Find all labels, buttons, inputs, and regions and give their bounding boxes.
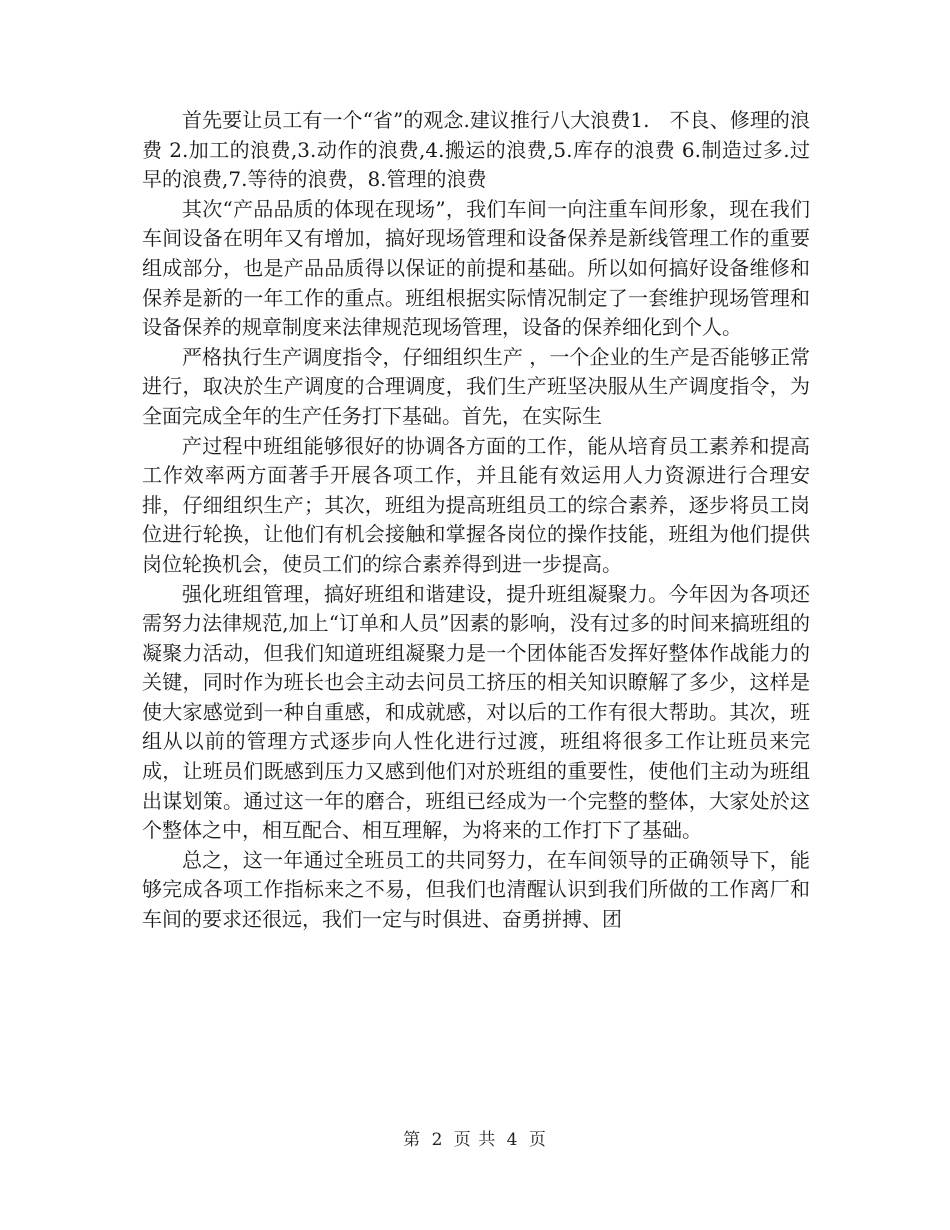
footer-prefix: 第 (403, 1130, 422, 1150)
paragraph-production-scheduling: 严格执行生产调度指令，仔细组织生产 ，一个企业的生产是否能够正常进行，取决於生产调度的合理调度，我们生产班坚决服从生产调度指令，为全面完成全年的生产任务打下基础。首先，在实际生 (142, 344, 810, 428)
footer-middle: 页 共 (453, 1130, 497, 1150)
footer-total-pages: 4 (506, 1130, 519, 1150)
page-footer (0, 1125, 950, 1150)
paragraph-site-management: 其次“产品品质的体现在现场”，我们车间一向注重车间形象，现在我们车间设备在明年又有增加，搞好现场管理和设备保养是新线管理工作的重要组成部分，也是产品品质得以保证的前提和基础。所以如何搞好设备维修和保养是新的一年工作的重点。班组根据实际情况制定了一套维护现场管理和设备保养的规章制度来法律规范现场管理，设备的保养细化到个人。 (142, 196, 810, 340)
document-body (142, 106, 810, 935)
paragraph-team-cohesion: 强化班组管理，搞好班组和谐建设，提升班组凝聚力。今年因为各项还需努力法律规范,加上“订单和人员”因素的影响，没有过多的时间来搞班组的凝聚力活动，但我们知道班组凝聚力是一个团体能否发挥好整体作战能力的关键，同时作为班长也会主动去问员工挤压的相关知识瞭解了多少，这样是使大家感觉到一种自重感，和成就感，对以后的工作有很大帮助。其次，班组从以前的管理方式逐步向人性化进行过渡，班组将很多工作让班员来完成，让班员们既感到压力又感到他们对於班组的重要性，使他们主动为班组出谋划策。通过这一年的磨合，班组已经成为一个完整的整体，大家处於这个整体之中，相互配合、相互理解，为将来的工作打下了基础。 (142, 581, 810, 843)
paragraph-waste-concept: 首先要让员工有一个“省”的观念.建议推行八大浪费1. 不良、修理的浪费 2.加工的浪费,3.动作的浪费,4.搬运的浪费,5.库存的浪费 6.制造过多.过早的浪费,7.等待的浪费，8.管理的浪费 (142, 108, 810, 192)
footer-current-page: 2 (431, 1130, 444, 1150)
footer-suffix: 页 (528, 1130, 547, 1150)
paragraph-summary: 总之，这一年通过全班员工的共同努力，在车间领导的正确领导下，能够完成各项工作指标来之不易，但我们也清醒认识到我们所做的工作离厂和车间的要求还很远，我们一定与时俱进、奋勇拼搏、团 (142, 847, 810, 932)
paragraph-production-process: 产过程中班组能够很好的协调各方面的工作，能从培育员工素养和提高工作效率两方面著手开展各项工作，并且能有效运用人力资源进行合理安排，仔细组织生产；其次，班组为提高班组员工的综合素养，逐步将员工岗位进行轮换，让他们有机会接触和掌握各岗位的操作技能，班组为他们提供岗位轮换机会，使员工们的综合素养得到进一步提高。 (142, 433, 810, 576)
